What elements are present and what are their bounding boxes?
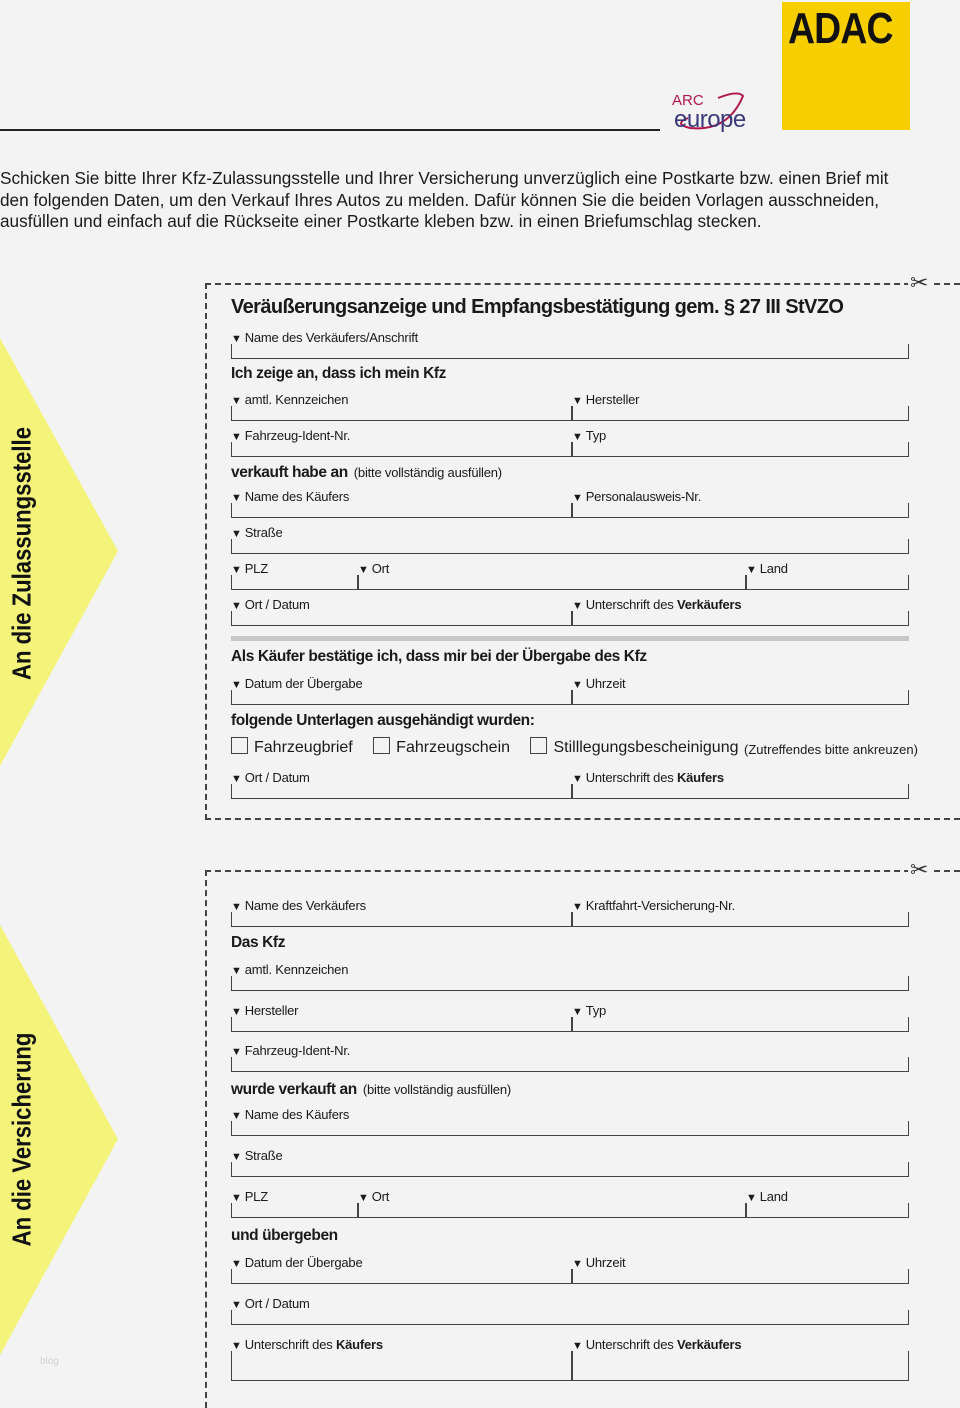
buyer-signature-field[interactable]: ▼ Unterschrift des Käufers [231, 1339, 572, 1381]
adac-logo: ADAC [782, 2, 910, 130]
maker-field[interactable]: ▼ Hersteller [231, 1005, 572, 1032]
section-heading: verkauft habe an (bitte vollständig ausfüllen) [231, 464, 502, 481]
time-field[interactable]: ▼ Uhrzeit [572, 1257, 909, 1284]
country-field[interactable]: ▼ Land [746, 563, 909, 590]
cut-line [205, 818, 960, 820]
maker-field[interactable]: ▼ Hersteller [572, 394, 909, 421]
plate-field[interactable]: ▼ amtl. Kennzeichen [231, 394, 572, 421]
cut-line [205, 283, 207, 820]
plate-field[interactable]: ▼ amtl. Kennzeichen [231, 964, 909, 991]
buyer-field[interactable]: ▼ Name des Käufers [231, 491, 572, 518]
country-field[interactable]: ▼ Land [746, 1191, 909, 1218]
street-field[interactable]: ▼ Straße [231, 527, 909, 554]
section-heading: und übergeben [231, 1227, 338, 1244]
side-label-insurance: An die Versicherung [6, 1032, 37, 1247]
handover-date-field[interactable]: ▼ Datum der Übergabe [231, 1257, 572, 1284]
checkbox-fahrzeugbrief[interactable]: Fahrzeugbrief [231, 739, 353, 756]
time-field[interactable]: ▼ Uhrzeit [572, 678, 909, 705]
buyer-field[interactable]: ▼ Name des Käufers [231, 1109, 909, 1136]
buyer-signature-field[interactable]: ▼ Unterschrift des Käufers [572, 772, 909, 799]
vin-field[interactable]: ▼ Fahrzeug-Ident-Nr. [231, 430, 572, 457]
city-field[interactable]: ▼ Ort [358, 1191, 746, 1218]
cut-line [205, 870, 960, 872]
checkbox-stilllegung[interactable]: Stilllegungsbescheinigung [530, 739, 738, 756]
handover-date-field[interactable]: ▼ Datum der Übergabe [231, 678, 572, 705]
form-title: Veräußerungsanzeige und Empfangsbestätigung gem. § 27 III StVZO [231, 296, 844, 318]
zip-field[interactable]: ▼ PLZ [231, 1191, 358, 1218]
place-date-field[interactable]: ▼ Ort / Datum [231, 599, 572, 626]
section-heading: folgende Unterlagen ausgehändigt wurden: [231, 712, 535, 729]
place-date-field[interactable]: ▼ Ort / Datum [231, 772, 572, 799]
id-field[interactable]: ▼ Personalausweis-Nr. [572, 491, 909, 518]
city-field[interactable]: ▼ Ort [358, 563, 746, 590]
seller-field[interactable]: ▼ Name des Verkäufers/Anschrift [231, 332, 909, 359]
scissors-icon: ✂ [910, 270, 929, 295]
street-field[interactable]: ▼ Straße [231, 1150, 909, 1177]
section-heading: wurde verkauft an (bitte vollständig ausfüllen) [231, 1081, 511, 1098]
place-date-field[interactable]: ▼ Ort / Datum [231, 1298, 909, 1325]
header-rule [0, 129, 660, 131]
cut-line [205, 283, 960, 285]
intro-text: Schicken Sie bitte Ihrer Kfz-Zulassungsstelle und Ihrer Versicherung unverzüglich eine Postkarte bzw. einen Brief mit den folgenden Daten, um den Verkauf Ihres Autos zu melden. Dafür können Sie die beiden Vorlagen ausschneiden, ausfüllen und einfach auf die Rückseite einer Postkarte kleben bzw. in einen Briefumschlag stecken. [0, 168, 889, 231]
zip-field[interactable]: ▼ PLZ [231, 563, 358, 590]
section-heading: Als Käufer bestätige ich, dass mir bei der Übergabe des Kfz [231, 648, 647, 665]
checkbox-fahrzeugschein[interactable]: Fahrzeugschein [373, 739, 510, 756]
type-field[interactable]: ▼ Typ [572, 430, 909, 457]
section-heading: Ich zeige an, dass ich mein Kfz [231, 365, 446, 382]
arc-europe-logo: ARC europe [672, 92, 746, 133]
checkbox-hint: (Zutreffendes bitte ankreuzen) [744, 742, 918, 757]
side-label-registration: An die Zulassungsstelle [6, 427, 37, 681]
vin-field[interactable]: ▼ Fahrzeug-Ident-Nr. [231, 1045, 909, 1072]
section-heading: Das Kfz [231, 934, 286, 951]
scissors-icon: ✂ [910, 857, 929, 882]
seller-signature-field[interactable]: ▼ Unterschrift des Verkäufers [572, 599, 909, 626]
section-divider [231, 636, 909, 641]
document-checkboxes [231, 737, 755, 757]
insurance-number-field[interactable]: ▼ Kraftfahrt-Versicherung-Nr. [572, 900, 909, 927]
seller-signature-field[interactable]: ▼ Unterschrift des Verkäufers [572, 1339, 909, 1381]
seller-field[interactable]: ▼ Name des Verkäufers [231, 900, 572, 927]
type-field[interactable]: ▼ Typ [572, 1005, 909, 1032]
watermark: blog [40, 1356, 59, 1367]
cut-line [205, 870, 207, 1408]
